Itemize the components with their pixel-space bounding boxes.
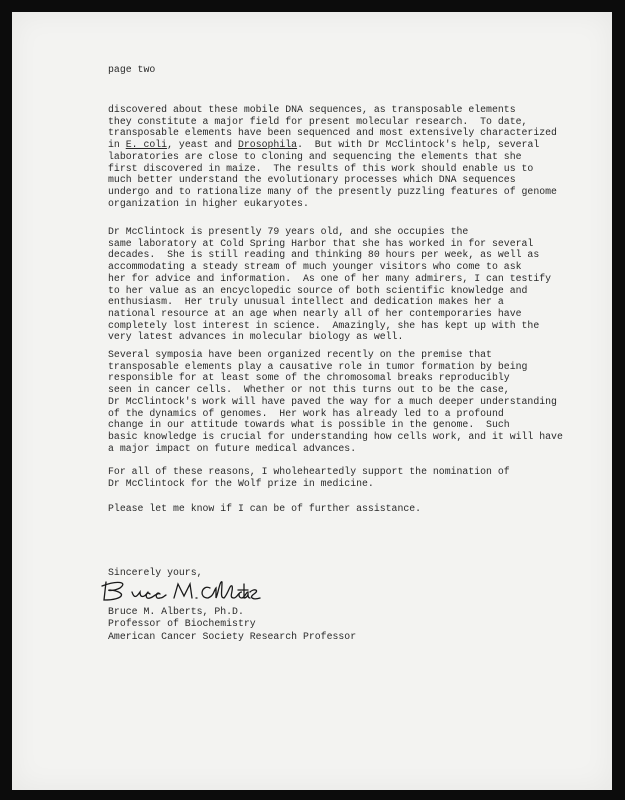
text-line: transposable elements have been sequenced and most extensively characterized: [108, 127, 557, 139]
text-line: For all of these reasons, I wholeheartedly support the nomination of: [108, 466, 510, 477]
text-line: completely lost interest in science. Amazingly, she has kept up with the: [108, 319, 540, 331]
letter-page: [12, 12, 612, 790]
text-line: [108, 139, 539, 151]
text-line: national resource at an age when nearly all of her contemporaries have: [108, 307, 522, 319]
text-line: Dr McClintock's work will have paved the way for a much deeper understanding: [108, 395, 557, 407]
text-line: much better understand the evolutionary processes which DNA sequences: [108, 174, 516, 186]
text-segment: , yeast and: [167, 139, 238, 151]
text-line: Dr McClintock is presently 79 years old, and she occupies the: [108, 226, 469, 237]
handwritten-signature: [98, 578, 268, 604]
text-line: enthusiasm. Her truly unusual intellect and dedication makes her a: [108, 296, 504, 308]
text-segment: in: [108, 139, 126, 151]
text-line: they constitute a major field for present molecular research. To date,: [108, 115, 528, 127]
text-line: transposable elements play a causative role in tumor formation by being: [108, 360, 528, 372]
page-label: page two: [108, 64, 156, 75]
text-segment: . But with Dr McClintock's help, several: [297, 139, 540, 151]
text-line: Dr McClintock for the Wolf prize in medicine.: [108, 477, 374, 489]
signer-title: Professor of Biochemistry: [108, 618, 256, 629]
text-line: same laboratory at Cold Spring Harbor that she has worked in for several: [108, 237, 534, 249]
text-line: basic knowledge is crucial for understanding how cells work, and it will have: [108, 430, 563, 442]
signer-title-secondary: American Cancer Society Research Professor: [108, 631, 357, 642]
text-line: discovered about these mobile DNA sequences, as transposable elements: [108, 104, 516, 115]
text-line: seen in cancer cells. Whether or not this turns out to be the case,: [108, 384, 510, 396]
text-line: undergo and to rationalize many of the presently puzzling features of genome: [108, 185, 557, 197]
text-line: decades. She is still reading and thinking 80 hours per week, as well as: [108, 249, 540, 261]
signer-name: Bruce M. Alberts, Ph.D.: [108, 606, 244, 617]
text-line: a major impact on future medical advances.: [108, 442, 357, 454]
text-line: to her value as an encyclopedic source of both scientific knowledge and: [108, 284, 528, 296]
text-line: first discovered in maize. The results of this work should enable us to: [108, 162, 534, 174]
text-line: Several symposia have been organized recently on the premise that: [108, 349, 492, 360]
text-line: change in our attitude towards what is possible in the genome. Such: [108, 419, 510, 431]
text-line: her for advice and information. As one of her many admirers, I can testify: [108, 272, 552, 284]
text-line: laboratories are close to cloning and sequencing the elements that she: [108, 150, 522, 162]
salutation: Sincerely yours,: [108, 567, 203, 578]
underlined-term: Drosophila: [237, 139, 298, 151]
text-line: very latest advances in molecular biology as well.: [108, 331, 404, 343]
text-line: organization in higher eukaryotes.: [108, 197, 309, 209]
text-line: accommodating a steady stream of much younger visitors who come to ask: [108, 261, 522, 273]
text-line: Please let me know if I can be of further assistance.: [108, 503, 422, 514]
underlined-term: E. coli: [125, 139, 168, 151]
text-line: of the dynamics of genomes. Her work has already led to a profound: [108, 407, 504, 419]
text-line: responsible for at least some of the chromosomal breaks reproducibly: [108, 372, 510, 384]
